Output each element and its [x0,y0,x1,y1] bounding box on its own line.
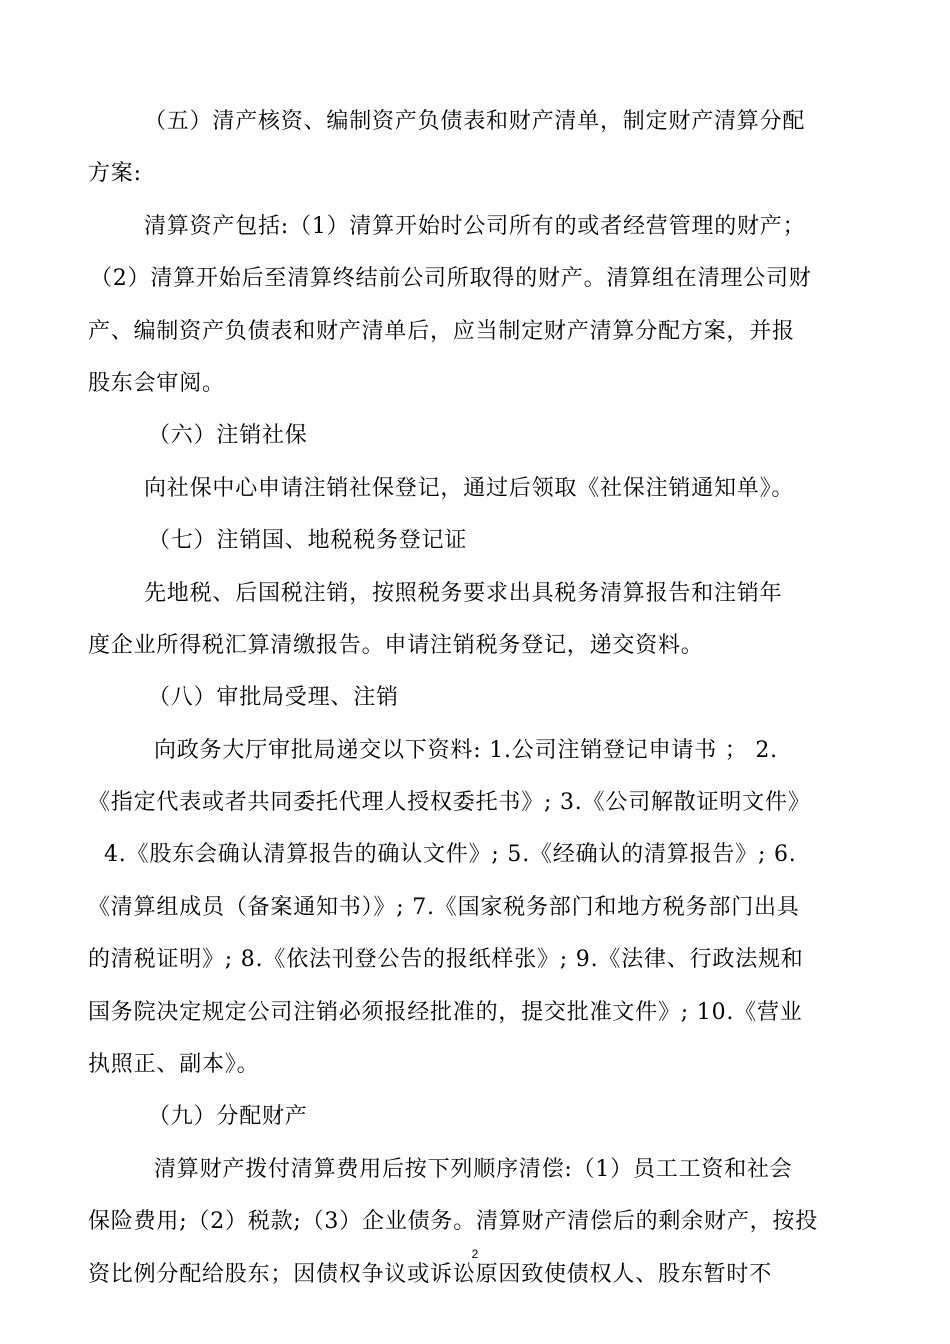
section-heading-7: （七）注销国、地税税务登记证 [148,528,468,554]
section-heading-6: （六）注销社保 [148,423,308,449]
paragraph-line: （2）清算开始后至清算终结前公司所取得的财产。清算组在清理公司财 [90,266,812,292]
section-heading-5: （五）清产核资、编制资产负债表和财产清单，制定财产清算分配 [144,109,806,134]
paragraph-line: 股东会审阅。 [88,370,225,396]
paragraph-line: 执照正、副本》。 [88,1052,260,1078]
section-heading-8: （八）审批局受理、注销 [148,685,399,711]
paragraph-line: 向社保中心申请注销社保登记，通过后领取《社保注销通知单》。 [144,475,795,501]
section-heading-9: （九）分配财产 [148,1104,308,1130]
page-number: 2 [471,1247,479,1261]
paragraph-line: 产、编制资产负债表和财产清单后，应当制定财产清算分配方案，并报 [88,318,795,344]
paragraph-line: 清算财产拨付清算费用后按下列顺序清偿:（1）员工工资和社会 [154,1156,793,1182]
paragraph-line: 度企业所得税汇算清缴报告。申请注销税务登记，递交资料。 [88,632,704,658]
paragraph-line: 资比例分配给股东；因债权争议或诉讼原因致使债权人、股东暂时不 [88,1261,773,1287]
paragraph-line: 清算资产包括:（1）清算开始时公司所有的或者经营管理的财产； [144,213,806,239]
paragraph-line: 保险费用;（2）税款;（3）企业债务。清算财产清偿后的剩余财产，按投 [88,1209,819,1235]
document-body [88,96,862,1301]
paragraph-line: 先地税、后国税注销，按照税务要求出具税务清算报告和注销年 [144,580,783,606]
paragraph-line: 《清算组成员（备案通知书）》; 7.《国家税务部门和地方税务部门出具 [88,894,800,920]
paragraph-line: 方案: [88,161,142,187]
paragraph-line: 向政务大厅审批局递交以下资料: 1.公司注销登记申请书 ； 2. [154,737,778,763]
paragraph-line: 《指定代表或者共同委托代理人授权委托书》; 3.《公司解散证明文件》 [88,790,811,816]
paragraph-line: 国务院决定规定公司注销必须报经批准的，提交批准文件》; 10.《营业 [88,999,803,1025]
paragraph-line: 的清税证明》; 8.《依法刊登公告的报纸样张》; 9.《法律、行政法规和 [88,947,804,973]
paragraph-line: 4.《股东会确认清算报告的确认文件》; 5.《经确认的清算报告》; 6. [104,842,797,868]
